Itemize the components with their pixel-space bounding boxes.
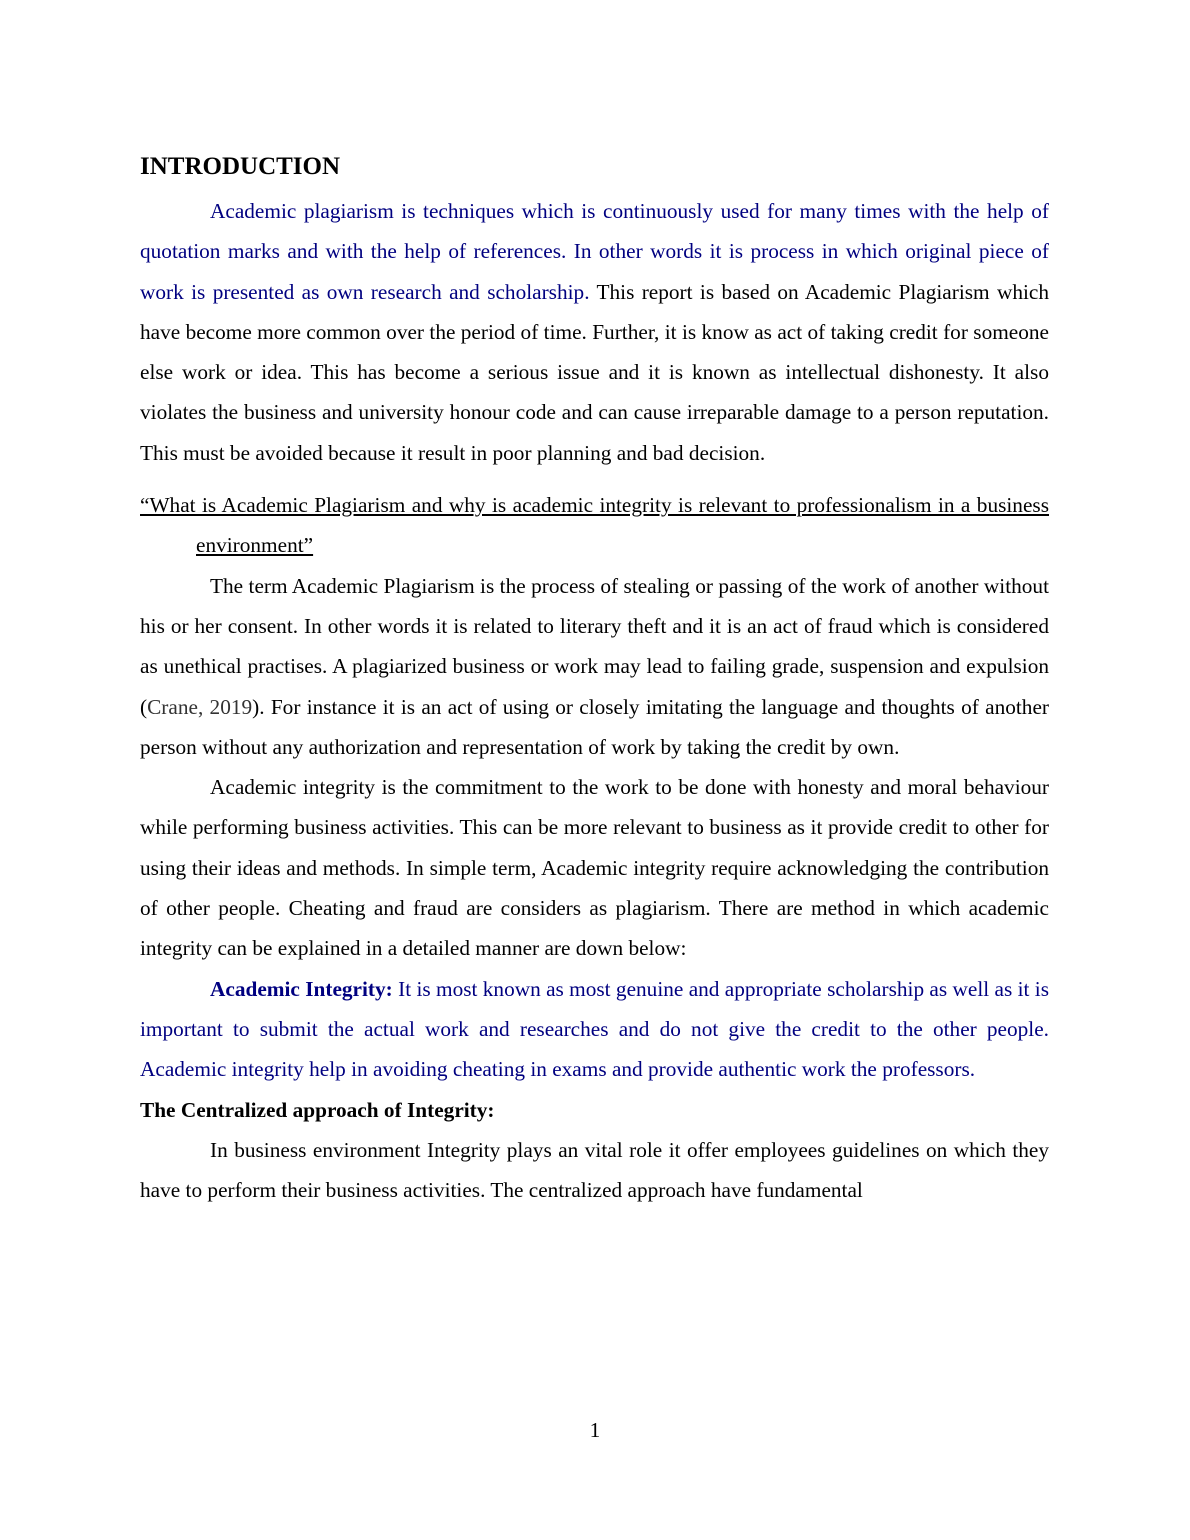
intro-plain-text: This report is based on Academic Plagiarism which have become more common over the period of time. Further, it is know as act of taking credit for someone else work or idea. This has become a serious issue and it is known as intellectual dishonesty. It also violates the business and university honour code and can cause irreparable damage to a person reputation. This must be avoided because it result in poor planning and bad decision.: [140, 279, 1049, 465]
plagiarism-paragraph: [140, 566, 1049, 767]
academic-integrity-paragraph: [140, 969, 1049, 1090]
centralized-approach-heading: The Centralized approach of Integrity:: [140, 1097, 495, 1122]
integrity-paragraph: Academic integrity is the commitment to the work to be done with honesty and moral behaviour while performing business activities. This can be more relevant to business as it provide credit to other for using their ideas and methods. In simple term, Academic integrity require acknowledging the contribution of other people. Cheating and fraud are considers as plagiarism. There are method in which academic integrity can be explained in a detailed manner are down below:: [140, 775, 1049, 961]
academic-integrity-label: Academic Integrity:: [210, 976, 393, 1001]
page-number: 1: [589, 1418, 601, 1442]
introduction-heading: INTRODUCTION: [140, 153, 341, 180]
intro-highlighted-text: Academic plagiarism is techniques which is continuously used for many times with the help of quotation marks and with the help of references. In other words it is process in which original piece of work is presented as own research and scholarship.: [140, 199, 1049, 304]
citation: Crane, 2019: [147, 694, 253, 719]
plagiarism-text-after-citation: ). For instance it is an act of using or closely imitating the language and thoughts of another person without any authorization and representation of work by taking the credit by own.: [140, 694, 1049, 759]
question-heading: “What is Academic Plagiarism and why is academic integrity is relevant to professionalism in a business environment”: [140, 493, 1049, 558]
document-body: [140, 148, 1049, 1210]
plagiarism-text-before-citation: The term Academic Plagiarism is the process of stealing or passing of the work of another without his or her consent. In other words it is related to literary theft and it is an act of fraud which is considered as unethical practises. A plagiarized business or work may lead to failing grade, suspension and expulsion (: [140, 573, 1049, 719]
centralized-approach-paragraph: In business environment Integrity plays an vital role it offer employees guidelines on which they have to perform their business activities. The centralized approach have fundamental: [140, 1137, 1049, 1203]
academic-integrity-text: It is most known as most genuine and appropriate scholarship as well as it is important to submit the actual work and researches and do not give the credit to the other people. Academic integrity help in avoiding cheating in exams and provide authentic work the professors.: [140, 976, 1049, 1082]
intro-paragraph: [140, 191, 1049, 473]
